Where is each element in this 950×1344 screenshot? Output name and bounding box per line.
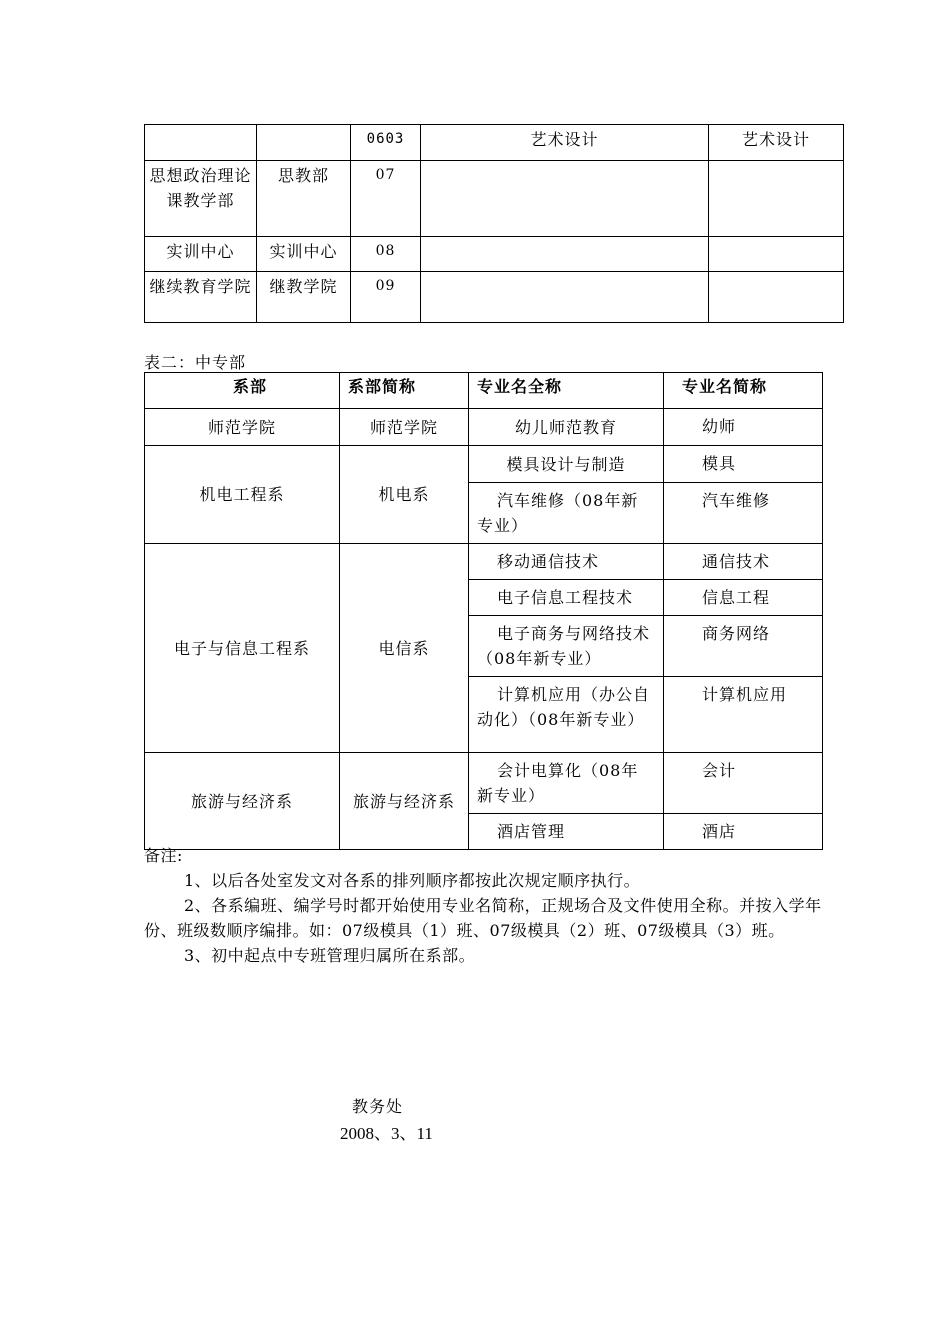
dept-cell: 师范学院	[145, 409, 340, 446]
major-short-cell: 商务网络	[664, 616, 823, 677]
header-dept: 系部	[145, 373, 340, 409]
major-full-cell: 汽车维修（08年新专业）	[469, 483, 664, 544]
table-zhongzhuan	[144, 372, 823, 850]
major-short-cell	[709, 237, 844, 272]
abbr-cell: 电信系	[340, 544, 469, 753]
notes-title: 备注:	[144, 846, 183, 865]
note-item: 3、初中起点中专班管理归属所在系部。	[184, 946, 476, 965]
table-row	[145, 237, 844, 272]
major-full-cell	[421, 161, 709, 237]
major-short-cell: 通信技术	[664, 544, 823, 580]
notes-section	[144, 843, 834, 968]
major-short-cell: 酒店	[664, 814, 823, 850]
major-short-cell	[709, 161, 844, 237]
major-full-cell	[421, 272, 709, 323]
major-short-cell: 艺术设计	[709, 125, 844, 161]
table-row	[145, 446, 823, 483]
major-full-cell: 移动通信技术	[469, 544, 664, 580]
abbr-cell: 思教部	[257, 161, 351, 237]
major-full-cell: 电子信息工程技术	[469, 580, 664, 616]
table-row	[145, 544, 823, 580]
table-row	[145, 272, 844, 323]
table-row	[145, 125, 844, 161]
header-major-full: 专业名全称	[469, 373, 664, 409]
table-continuation	[144, 124, 844, 323]
abbr-cell	[257, 125, 351, 161]
dept-cell: 机电工程系	[145, 446, 340, 544]
major-full-cell	[421, 237, 709, 272]
dept-cell: 旅游与经济系	[145, 753, 340, 850]
major-short-cell	[709, 272, 844, 323]
dept-cell: 思想政治理论课教学部	[145, 161, 257, 237]
dept-cell: 继续教育学院	[145, 272, 257, 323]
major-short-cell: 汽车维修	[664, 483, 823, 544]
table-row	[145, 753, 823, 814]
header-abbr: 系部简称	[340, 373, 469, 409]
table-row	[145, 161, 844, 237]
header-major-short: 专业名简称	[664, 373, 823, 409]
major-full-cell: 酒店管理	[469, 814, 664, 850]
abbr-cell: 旅游与经济系	[340, 753, 469, 850]
code-cell: 0603	[351, 125, 421, 161]
note-item: 2、各系编班、编学号时都开始使用专业名简称，正规场合及文件使用全称。并按入学年份、班级数顺序编排。如：07级模具（1）班、07级模具（2）班、07级模具（3）班。	[144, 896, 822, 940]
major-short-cell: 计算机应用	[664, 677, 823, 753]
abbr-cell: 实训中心	[257, 237, 351, 272]
code-cell: 09	[351, 272, 421, 323]
dept-cell: 电子与信息工程系	[145, 544, 340, 753]
table-header-row	[145, 373, 823, 409]
signature-office: 教务处	[352, 1097, 404, 1116]
major-short-cell: 信息工程	[664, 580, 823, 616]
major-full-cell: 电子商务与网络技术（08年新专业）	[469, 616, 664, 677]
code-cell: 07	[351, 161, 421, 237]
major-full-cell: 幼儿师范教育	[469, 409, 664, 446]
major-full-cell: 会计电算化（08年新专业）	[469, 753, 664, 814]
abbr-cell: 师范学院	[340, 409, 469, 446]
abbr-cell: 机电系	[340, 446, 469, 544]
table2-caption: 表二：中专部	[144, 353, 247, 372]
major-short-cell: 幼师	[664, 409, 823, 446]
major-full-cell: 模具设计与制造	[469, 446, 664, 483]
code-cell: 08	[351, 237, 421, 272]
dept-cell: 实训中心	[145, 237, 257, 272]
dept-cell	[145, 125, 257, 161]
major-short-cell: 模具	[664, 446, 823, 483]
note-item: 1、以后各处室发文对各系的排列顺序都按此次规定顺序执行。	[184, 871, 641, 890]
abbr-cell: 继教学院	[257, 272, 351, 323]
table-row	[145, 409, 823, 446]
major-full-cell: 艺术设计	[421, 125, 709, 161]
major-short-cell: 会计	[664, 753, 823, 814]
major-full-cell: 计算机应用（办公自动化）（08年新专业）	[469, 677, 664, 753]
signature-date: 2008、3、11	[340, 1124, 433, 1143]
